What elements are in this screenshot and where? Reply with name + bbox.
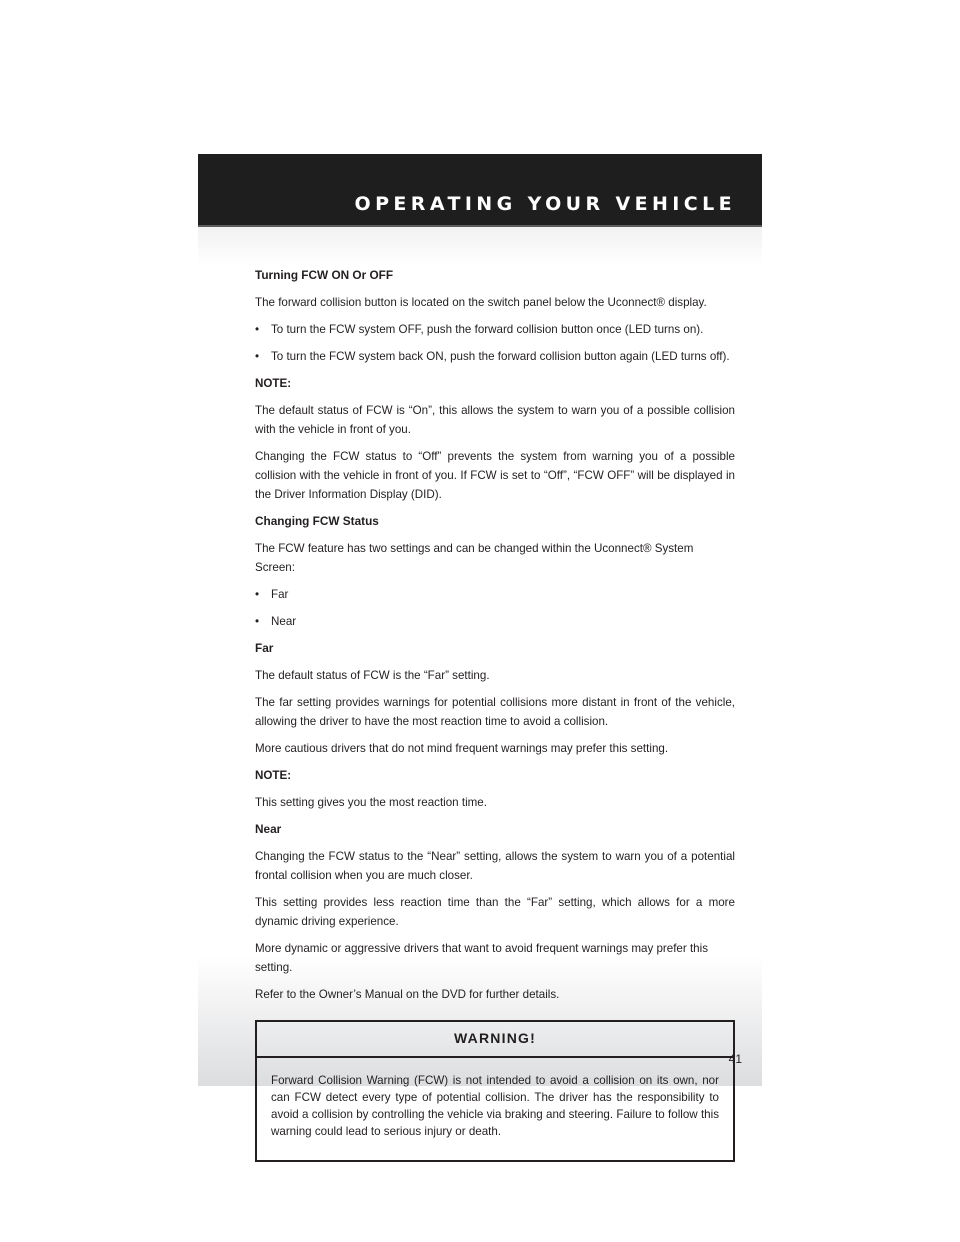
note-label: NOTE: — [255, 377, 292, 390]
bullet-dot-icon: • — [255, 615, 260, 628]
bullet-dot-icon: • — [255, 588, 260, 601]
near-description-paragraph: Changing the FCW status to the “Near” setting, allows the system to warn you of a potential frontal collision when you are much closer. — [255, 850, 735, 882]
note-text: The default status of FCW is “On”, this allows the system to warn you of a possible collision with the vehicle in front of you. — [255, 404, 735, 436]
warning-text: Forward Collision Warning (FCW) is not intended to avoid a collision on its own, nor can FCW detect every type of potential collision. The driver has the responsibility to avoid a collision by controlling the vehicle via braking and steering. Failure to follow this warning could lead to serious injury or death. — [271, 1074, 719, 1138]
heading-near: Near — [255, 822, 282, 836]
page-number: 41 — [728, 1052, 742, 1066]
far-cautious-paragraph: More cautious drivers that do not mind frequent warnings may prefer this setting. — [255, 742, 669, 755]
list-item — [255, 347, 735, 366]
note-text: This setting gives you the most reaction time. — [255, 796, 487, 809]
list-item — [255, 585, 735, 604]
bullet-dot-icon: • — [255, 350, 260, 363]
section-header-bar — [198, 154, 762, 227]
far-default-paragraph: The default status of FCW is the “Far” setting. — [255, 669, 490, 682]
note-block — [255, 374, 735, 439]
intro-paragraph: The forward collision button is located on the switch panel below the Uconnect® display. — [255, 296, 707, 309]
page-content — [255, 266, 735, 1162]
note-block — [255, 766, 735, 812]
list-item — [255, 320, 735, 339]
heading-changing-fcw-status: Changing FCW Status — [255, 514, 379, 528]
list-item-text: To turn the FCW system OFF, push the forward collision button once (LED turns on). — [271, 323, 704, 336]
bullet-dot-icon: • — [255, 323, 260, 336]
heading-turning-fcw: Turning FCW ON Or OFF — [255, 268, 394, 282]
settings-bullet-list — [255, 585, 735, 631]
warning-title: WARNING! — [257, 1022, 733, 1058]
note-label: NOTE: — [255, 769, 292, 782]
heading-far: Far — [255, 641, 274, 655]
list-item-text: Near — [271, 615, 297, 628]
list-item-text: Far — [271, 588, 289, 601]
toggle-bullet-list — [255, 320, 735, 366]
changing-off-paragraph: Changing the FCW status to “Off” prevents the system from warning you of a possible collision with the vehicle in front of you. If FCW is set to “Off”, “FCW OFF” will be displayed in the Driver Information Display (DID). — [255, 450, 735, 501]
section-title: OPERATING YOUR VEHICLE — [354, 193, 736, 215]
list-item — [255, 612, 735, 631]
near-dynamic-paragraph: More dynamic or aggressive drivers that want to avoid frequent warnings may prefer this setting. — [255, 942, 709, 974]
list-item-text: To turn the FCW system back ON, push the forward collision button again (LED turns off). — [271, 350, 730, 363]
refer-paragraph: Refer to the Owner’s Manual on the DVD for further details. — [255, 988, 560, 1001]
warning-box — [255, 1020, 735, 1162]
settings-intro-paragraph: The FCW feature has two settings and can be changed within the Uconnect® System Screen: — [255, 542, 694, 574]
near-less-paragraph: This setting provides less reaction time than the “Far” setting, which allows for a more dynamic driving experience. — [255, 896, 735, 928]
far-description-paragraph: The far setting provides warnings for potential collisions more distant in front of the vehicle, allowing the driver to have the most reaction time to avoid a collision. — [255, 696, 735, 728]
